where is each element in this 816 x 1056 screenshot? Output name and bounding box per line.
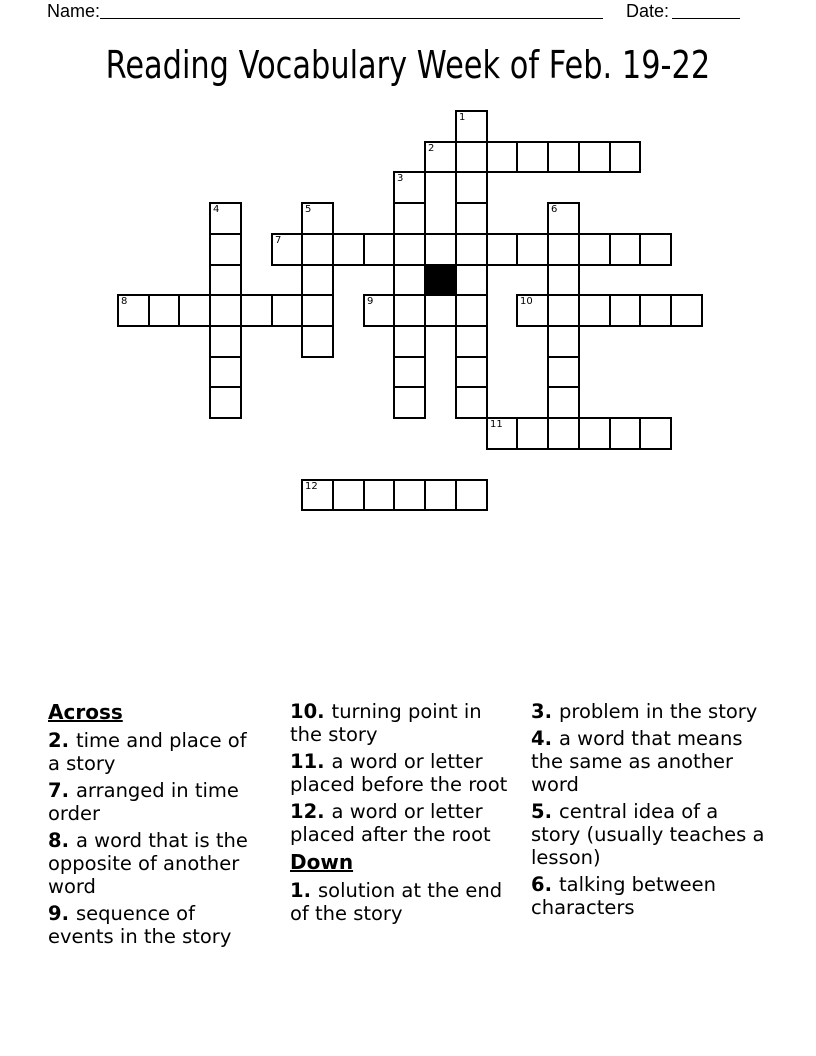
- clue-number: 6.: [531, 873, 552, 896]
- crossword-cell[interactable]: [547, 386, 580, 419]
- crossword-cell[interactable]: [363, 479, 395, 511]
- cell-number: 9: [367, 296, 374, 307]
- cell-number: 11: [490, 419, 503, 430]
- crossword-cell[interactable]: [547, 325, 580, 358]
- crossword-cell[interactable]: [486, 233, 518, 266]
- crossword-cell[interactable]: [547, 417, 580, 450]
- crossword-cell[interactable]: [424, 141, 457, 173]
- crossword-cell[interactable]: [209, 233, 242, 266]
- crossword-cell[interactable]: [271, 233, 303, 266]
- clue-down-6: [531, 873, 768, 919]
- clue-text: arranged in time order: [48, 779, 239, 825]
- date-label: Date:: [626, 1, 670, 21]
- clue-down-1: [290, 879, 518, 925]
- crossword-cell[interactable]: [209, 294, 242, 327]
- cell-number: 3: [397, 173, 404, 184]
- crossword-cell[interactable]: [455, 233, 488, 266]
- crossword-cell[interactable]: [639, 294, 672, 327]
- clue-number: 1.: [290, 879, 311, 902]
- crossword-cell[interactable]: [547, 356, 580, 388]
- page-title: Reading Vocabulary Week of Feb. 19-22: [105, 43, 711, 87]
- crossword-cell[interactable]: [547, 233, 580, 266]
- crossword-cell[interactable]: [455, 294, 488, 327]
- crossword-cell[interactable]: [455, 141, 488, 173]
- crossword-cell[interactable]: [578, 417, 611, 450]
- crossword-cell[interactable]: [332, 233, 365, 266]
- crossword-cell[interactable]: [547, 264, 580, 296]
- clue-text: time and place of a story: [48, 729, 247, 775]
- clue-across-9: [48, 902, 253, 948]
- crossword-cell[interactable]: [209, 386, 242, 419]
- crossword-cell[interactable]: [486, 417, 518, 450]
- crossword-cell[interactable]: [301, 233, 334, 266]
- clue-column-2: [290, 700, 518, 929]
- crossword-cell[interactable]: [301, 202, 334, 235]
- clue-number: 11.: [290, 750, 325, 773]
- cell-number: 4: [213, 204, 220, 215]
- crossword-cell[interactable]: [178, 294, 211, 327]
- clue-number: 10.: [290, 700, 325, 723]
- cell-number: 12: [305, 481, 318, 492]
- clue-number: 5.: [531, 800, 552, 823]
- clue-number: 7.: [48, 779, 69, 802]
- crossword-cell[interactable]: [393, 202, 426, 235]
- cell-number: 8: [121, 296, 128, 307]
- cell-number: 6: [551, 204, 558, 215]
- clue-across-2: [48, 729, 253, 775]
- clue-text: a word that means the same as another word: [531, 727, 743, 796]
- crossword-cell[interactable]: [301, 325, 334, 358]
- clue-number: 3.: [531, 700, 552, 723]
- crossword-cell[interactable]: [455, 356, 488, 388]
- crossword-cell[interactable]: [301, 264, 334, 296]
- clue-across-7: [48, 779, 253, 825]
- cell-number: 1: [459, 112, 466, 123]
- crossword-cell[interactable]: [363, 294, 395, 327]
- crossword-cell[interactable]: [455, 264, 488, 296]
- crossword-cell[interactable]: [301, 479, 334, 511]
- clue-down-5: [531, 800, 768, 869]
- name-label: Name:: [47, 1, 101, 21]
- crossword-cell[interactable]: [609, 141, 641, 173]
- cell-number: 2: [428, 143, 435, 154]
- crossword-cell[interactable]: [609, 417, 641, 450]
- crossword-cell[interactable]: [455, 386, 488, 419]
- crossword-cell[interactable]: [455, 171, 488, 204]
- cell-number: 7: [275, 235, 282, 246]
- blocked-cell: [424, 264, 457, 296]
- clue-across-8: [48, 829, 253, 898]
- crossword-cell[interactable]: [516, 233, 549, 266]
- clue-column-1: [48, 700, 253, 952]
- crossword-cell[interactable]: [209, 264, 242, 296]
- clue-column-3: [531, 700, 768, 923]
- crossword-cell[interactable]: [547, 294, 580, 327]
- crossword-cell[interactable]: [393, 479, 426, 511]
- clue-number: 9.: [48, 902, 69, 925]
- clue-text: solution at the end of the story: [290, 879, 503, 925]
- clue-text: problem in the story: [558, 700, 758, 723]
- crossword-cell[interactable]: [393, 233, 426, 266]
- crossword-cell[interactable]: [363, 233, 395, 266]
- crossword-cell[interactable]: [424, 294, 457, 327]
- clue-number: 12.: [290, 800, 325, 823]
- crossword-cell[interactable]: [332, 479, 365, 511]
- crossword-cell[interactable]: [578, 294, 611, 327]
- clue-text: a word that is the opposite of another word: [48, 829, 248, 898]
- crossword-cell[interactable]: [455, 202, 488, 235]
- crossword-cell[interactable]: [516, 417, 549, 450]
- crossword-cell[interactable]: [424, 233, 457, 266]
- crossword-cell[interactable]: [148, 294, 180, 327]
- across-heading: Across: [48, 700, 123, 724]
- clue-across-12: [290, 800, 518, 846]
- clue-text: a word or letter placed after the root: [290, 800, 491, 846]
- crossword-cell[interactable]: [117, 294, 150, 327]
- crossword-cell[interactable]: [578, 141, 611, 173]
- crossword-cell[interactable]: [516, 141, 549, 173]
- crossword-cell[interactable]: [455, 325, 488, 358]
- crossword-cell[interactable]: [209, 325, 242, 358]
- cell-number: 5: [305, 204, 312, 215]
- crossword-cell[interactable]: [455, 479, 488, 511]
- crossword-cell[interactable]: [547, 202, 580, 235]
- clue-text: a word or letter placed before the root: [290, 750, 508, 796]
- crossword-cell[interactable]: [393, 325, 426, 358]
- cell-number: 10: [520, 296, 533, 307]
- crossword-cell[interactable]: [639, 233, 672, 266]
- down-heading: Down: [290, 850, 354, 874]
- crossword-cell[interactable]: [609, 233, 641, 266]
- crossword-cell[interactable]: [393, 264, 426, 296]
- crossword-cell[interactable]: [393, 294, 426, 327]
- crossword-cell[interactable]: [301, 294, 334, 327]
- crossword-cell[interactable]: [455, 110, 488, 143]
- clue-text: talking between characters: [531, 873, 716, 919]
- crossword-cell[interactable]: [209, 202, 242, 235]
- clue-down-3: [531, 700, 768, 723]
- clue-number: 8.: [48, 829, 69, 852]
- clue-down-4: [531, 727, 768, 796]
- clue-text: central idea of a story (usually teaches a lesson): [531, 800, 765, 869]
- crossword-cell[interactable]: [578, 233, 611, 266]
- crossword-cell[interactable]: [393, 356, 426, 388]
- clue-across-10: [290, 700, 518, 746]
- clue-text: turning point in the story: [290, 700, 482, 746]
- crossword-cell[interactable]: [486, 141, 518, 173]
- clue-text: sequence of events in the story: [48, 902, 232, 948]
- crossword-cell[interactable]: [424, 479, 457, 511]
- clue-number: 2.: [48, 729, 69, 752]
- crossword-cell[interactable]: [209, 356, 242, 388]
- crossword-cell[interactable]: [271, 294, 303, 327]
- crossword-cell[interactable]: [670, 294, 703, 327]
- crossword-cell[interactable]: [393, 386, 426, 419]
- crossword-cell[interactable]: [639, 417, 672, 450]
- clue-number: 4.: [531, 727, 552, 750]
- clue-across-11: [290, 750, 518, 796]
- crossword-cell[interactable]: [609, 294, 641, 327]
- crossword-cell[interactable]: [393, 171, 426, 204]
- crossword-cell[interactable]: [547, 141, 580, 173]
- crossword-cell[interactable]: [516, 294, 549, 327]
- crossword-cell[interactable]: [240, 294, 273, 327]
